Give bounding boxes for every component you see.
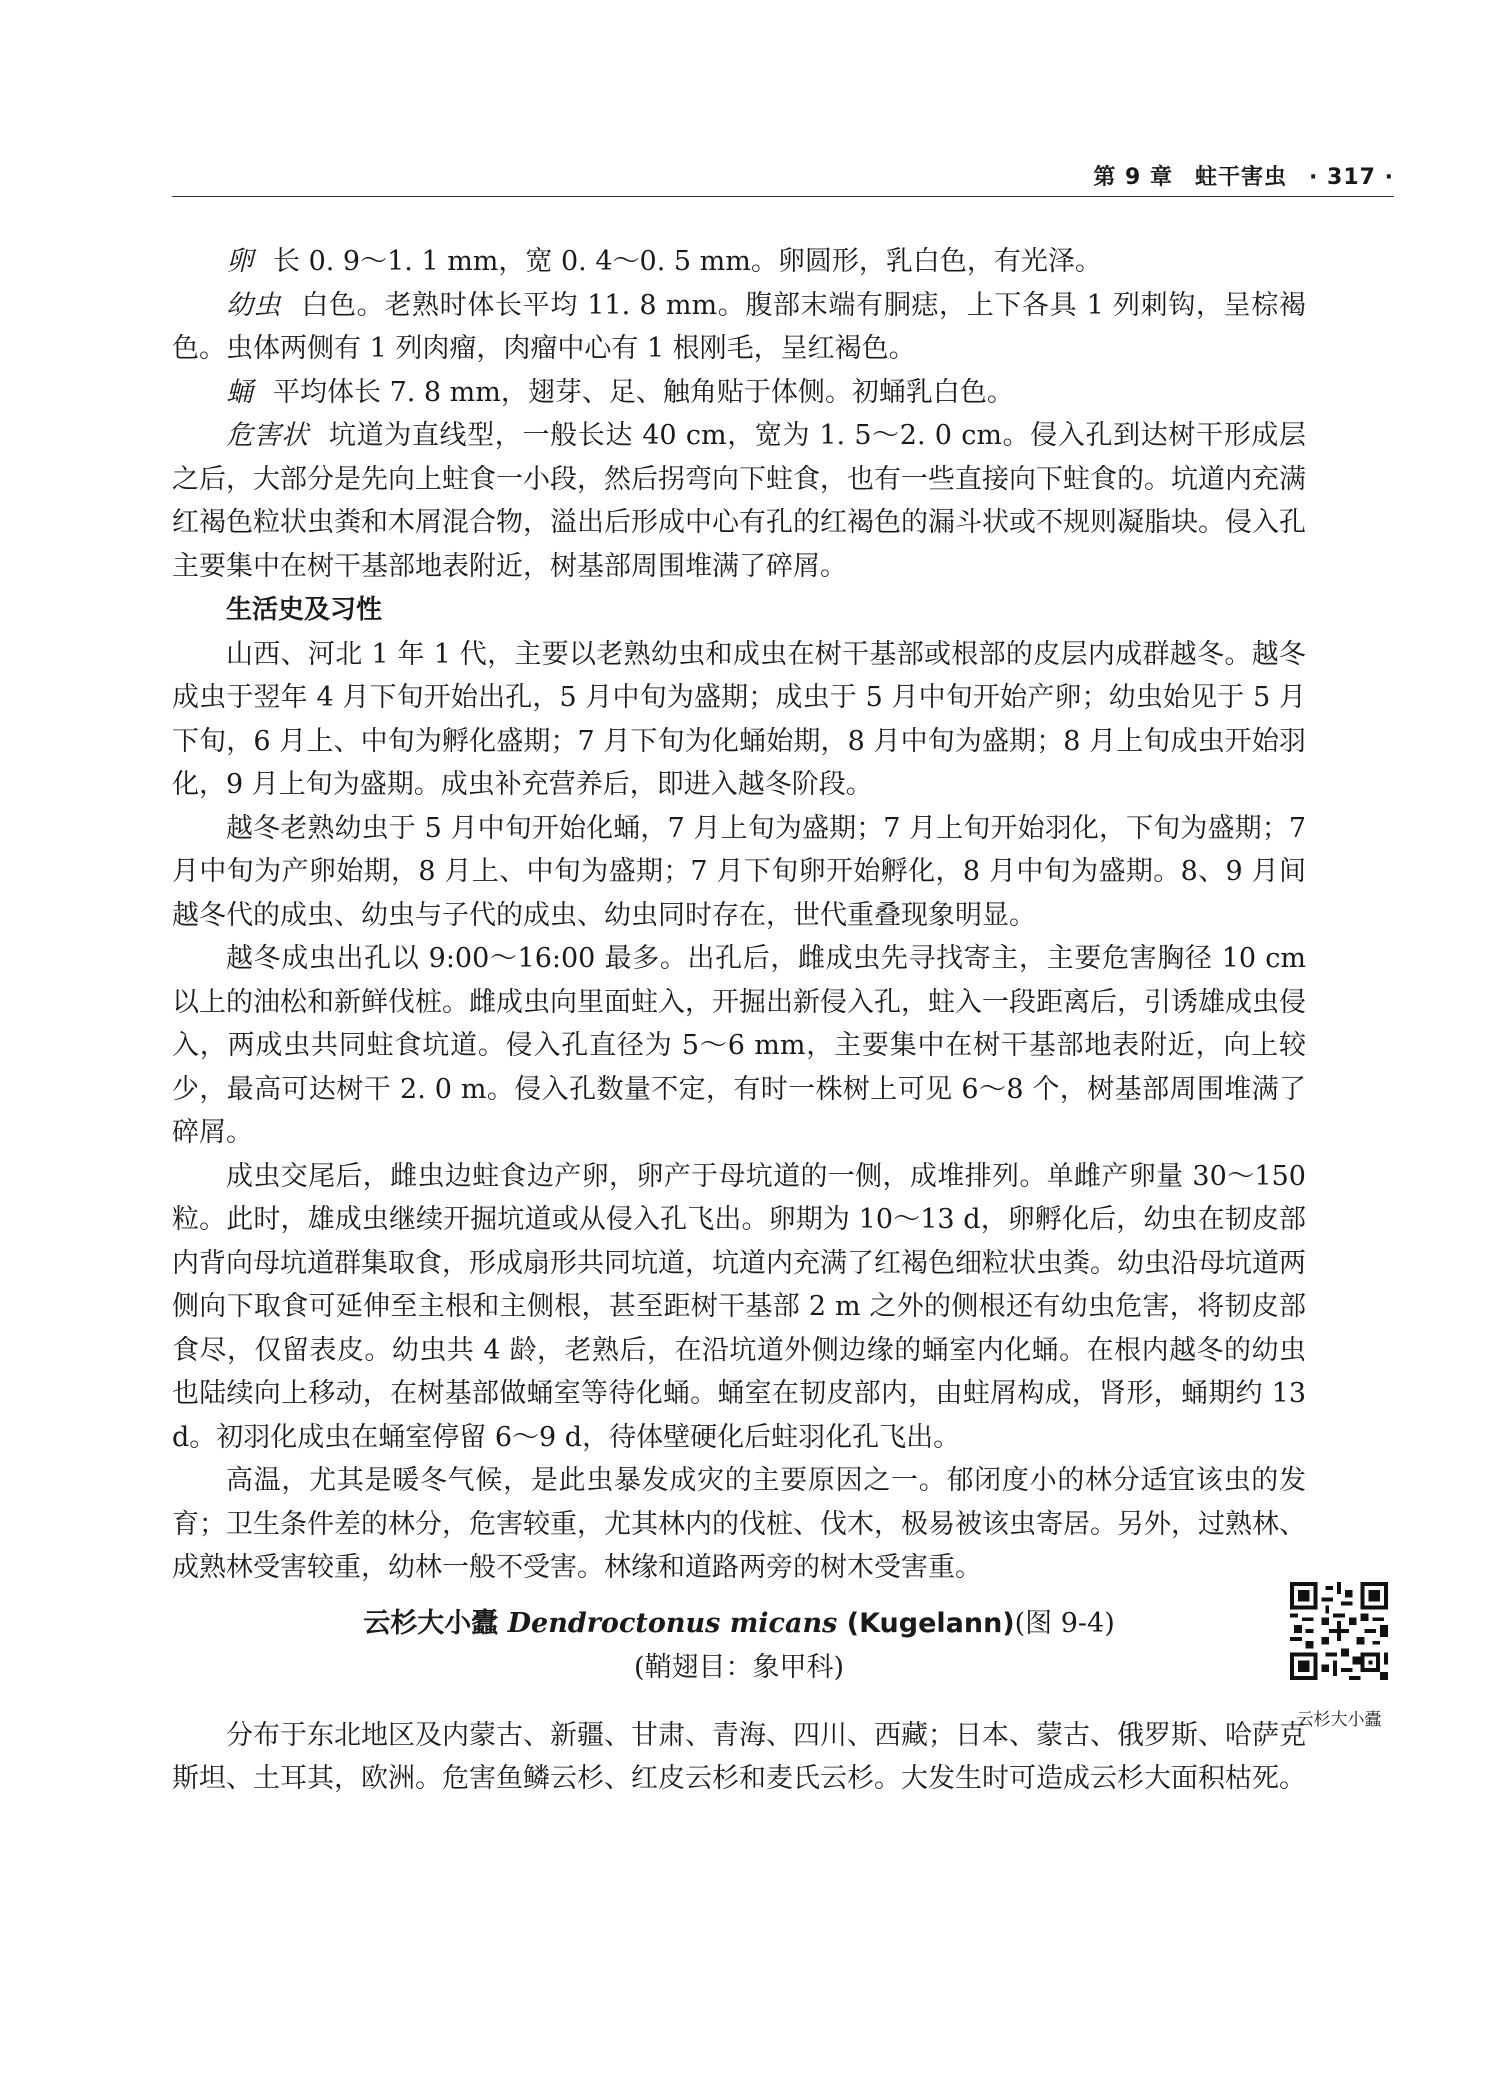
life-history-para-2: 越冬老熟幼虫于 5 月中旬开始化蛹，7 月上旬为盛期；7 月上旬开始羽化，下旬为盛期；7 月中旬为产卵始期，8 月上、中旬为盛期；7 月下旬卵开始孵化，8 月中旬为盛期。8、9 月间越冬代的成虫、幼虫与子代的成虫、幼虫同时存在，世代重叠现象明显。 xyxy=(172,812,1306,931)
life-history-para-3: 越冬成虫出孔以 9:00～16:00 最多。出孔后，雌成虫先寻找寄主，主要危害胸径 10 cm 以上的油松和新鲜伐桩。雌成虫向里面蛀入，开掘出新侵入孔，蛀入一段距离后，引诱雄成虫侵入，两成虫共同蛀食坑道。侵入孔直径为 5～6 mm，主要集中在树干基部地表附近，向上较少，最高可达树干 2. 0 m。侵入孔数量不定，有时一株树上可见 6～8 个，树基部周围堆满了碎屑。 xyxy=(172,943,1306,1148)
larva-paragraph xyxy=(172,284,1306,371)
distribution-paragraph: 分布于东北地区及内蒙古、新疆、甘肃、青海、四川、西藏；日本、蒙古、俄罗斯、哈萨克斯坦、土耳其，欧洲。危害鱼鳞云杉、红皮云杉和麦氏云杉。大发生时可造成云杉大面积枯死。 xyxy=(172,1719,1306,1794)
qr-code-icon[interactable] xyxy=(1290,1582,1388,1680)
species-title xyxy=(172,1602,1306,1646)
pupa-label: 蛹 xyxy=(226,376,253,408)
egg-text: 长 0. 9～1. 1 mm，宽 0. 4～0. 5 mm。卵圆形，乳白色，有光泽。 xyxy=(273,246,1102,277)
egg-paragraph xyxy=(172,240,1306,284)
species-latin-name: Dendroctonus micans xyxy=(507,1607,838,1639)
life-history-para-5: 高温，尤其是暖冬气候，是此虫暴发成灾的主要原因之一。郁闭度小的林分适宜该虫的发育；卫生条件差的林分，危害较重，尤其林内的伐桩、伐木，极易被该虫寄居。另外，过熟林、成熟林受害较重，幼林一般不受害。林缘和道路两旁的树木受害重。 xyxy=(172,1465,1306,1583)
pupa-paragraph xyxy=(172,371,1306,415)
qr-code-label: 云杉大小蠹 xyxy=(1296,1710,1382,1730)
life-history-heading-text: 生活史及习性 xyxy=(226,595,383,625)
species-order-family: (鞘翅目：象甲科) xyxy=(633,1651,845,1683)
chapter-title: 蛀干害虫 xyxy=(1195,165,1288,190)
qr-code-block[interactable] xyxy=(1284,1582,1394,1743)
damage-label: 危害状 xyxy=(226,420,309,451)
page-body xyxy=(172,240,1382,1801)
damage-paragraph xyxy=(172,414,1306,588)
pupa-text: 平均体长 7. 8 mm，翅芽、足、触角贴于体侧。初蛹乳白色。 xyxy=(273,376,1014,408)
figure-reference: (图 9-4) xyxy=(1014,1607,1115,1639)
page-number: · 317 · xyxy=(1309,165,1394,190)
life-history-para-4: 成虫交尾后，雌虫边蛀食边产卵，卵产于母坑道的一侧，成堆排列。单雌产卵量 30～150 粒。此时，雄成虫继续开掘坑道或从侵入孔飞出。卵期为 10～13 d，卵孵化后，幼虫在韧皮部内背向母坑道群集取食，形成扇形共同坑道，坑道内充满了红褐色细粒状虫粪。幼虫沿母坑道两侧向下取食可延伸至主根和主侧根，甚至距树干基部 2 m 之外的侧根还有幼虫危害，将韧皮部食尽，仅留表皮。幼虫共 4 龄，老熟后，在沿坑道外侧边缘的蛹室内化蛹。在根内越冬的幼虫也陆续向上移动，在树基部做蛹室等待化蛹。蛹室在韧皮部内，由蛀屑构成，肾形，蛹期约 13 d。初羽化成虫在蛹室停留 6～9 d，待体壁硬化后蛀羽化孔飞出。 xyxy=(172,1160,1306,1453)
running-header xyxy=(172,160,1394,197)
species-author: (Kugelann) xyxy=(846,1607,1015,1639)
egg-label: 卵 xyxy=(226,246,253,277)
life-history-para-1: 山西、河北 1 年 1 代，主要以老熟幼虫和成虫在树干基部或根部的皮层内成群越冬。越冬成虫于翌年 4 月下旬开始出孔，5 月中旬为盛期；成虫于 5 月中旬开始产卵；幼虫始见于 5 月下旬，6 月上、中旬为孵化盛期；7 月下旬为化蛹始期，8 月中旬为盛期；8 月上旬成虫开始羽化，9 月上旬为盛期。成虫补充营养后，即进入越冬阶段。 xyxy=(172,638,1306,800)
chapter-number: 第 9 章 xyxy=(1093,165,1174,190)
life-history-heading xyxy=(172,588,1306,633)
species-chinese-name: 云杉大小蠹 xyxy=(363,1607,499,1639)
damage-text: 坑道为直线型，一般长达 40 cm，宽为 1. 5～2. 0 cm。侵入孔到达树干形成层之后，大部分是先向上蛀食一小段，然后拐弯向下蛀食，也有一些直接向下蛀食的。坑道内充满红褐色粒状虫粪和木屑混合物，溢出后形成中心有孔的红褐色的漏斗状或不规则凝脂块。侵入孔主要集中在树干基部地表附近，树基部周围堆满了碎屑。 xyxy=(172,420,1306,582)
species-heading-block xyxy=(172,1602,1382,1730)
larva-label: 幼虫 xyxy=(226,289,282,321)
larva-text: 白色。老熟时体长平均 11. 8 mm。腹部末端有胴痣，上下各具 1 列刺钩，呈棕褐色。虫体两侧有 1 列肉瘤，肉瘤中心有 1 根刚毛，呈红褐色。 xyxy=(172,289,1307,364)
header-text xyxy=(1071,160,1394,191)
